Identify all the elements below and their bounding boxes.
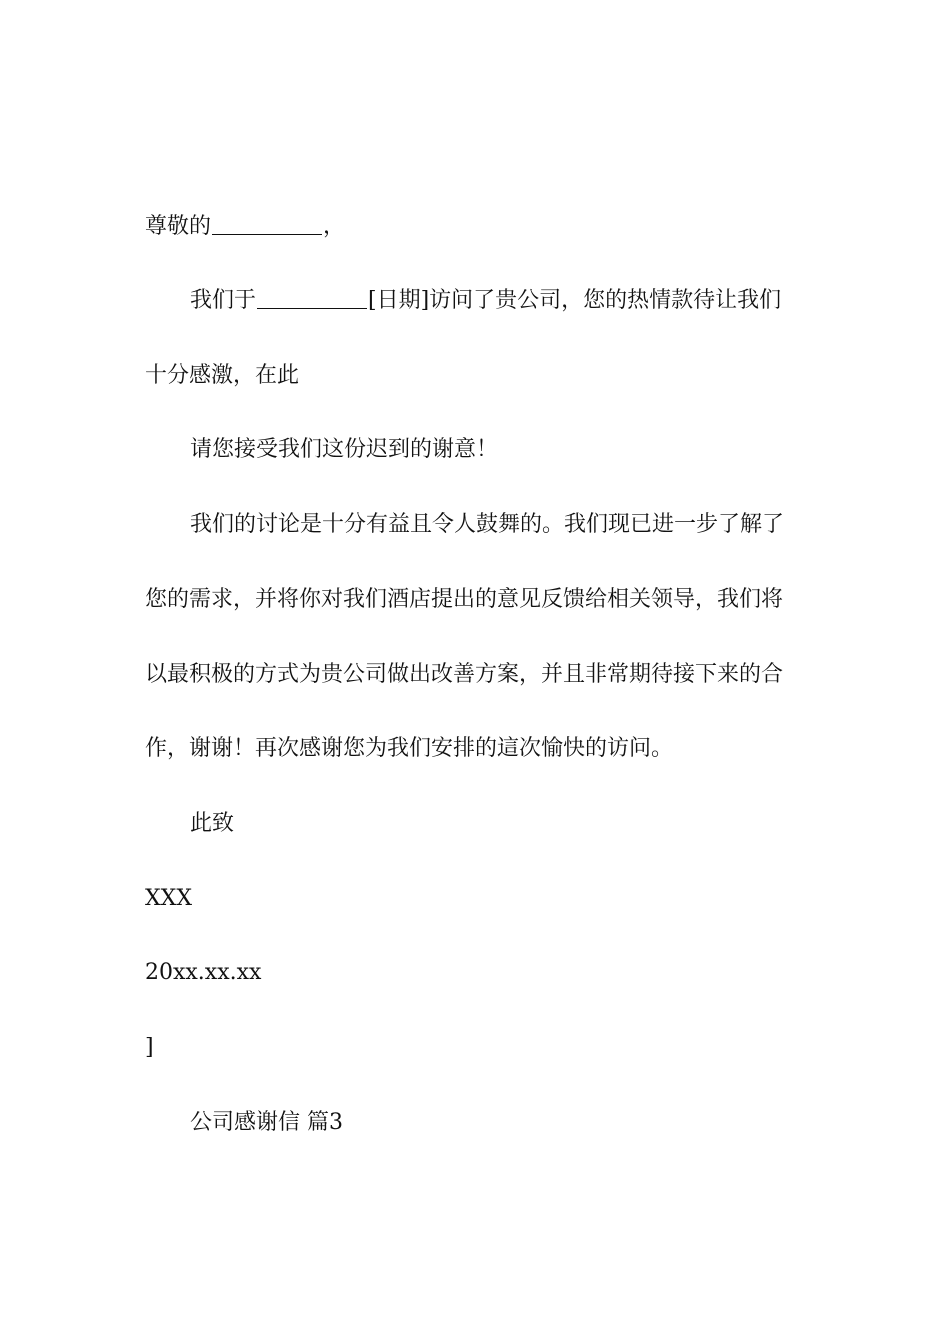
letter-date: 20xx.xx.xx — [145, 960, 262, 985]
next-heading: 公司感谢信 篇3 — [190, 1110, 343, 1135]
paragraph-1-line-2: 十分感激，在此 — [145, 363, 300, 388]
paragraph-2: 请您接受我们这份迟到的谢意！ — [190, 437, 499, 462]
salutation-line — [145, 212, 810, 242]
salutation-suffix: ， — [323, 214, 346, 239]
paragraph-1-line-1 — [190, 286, 810, 316]
recipient-blank — [212, 214, 322, 235]
p1-prefix: 我们于 — [190, 288, 257, 313]
closing: 此致 — [190, 811, 235, 836]
date-blank — [257, 288, 367, 309]
paragraph-3-line-4: 作，谢谢！再次感谢您为我们安排的這次愉快的访问。 — [145, 736, 674, 761]
bracket: ] — [145, 1035, 154, 1060]
p1-rest: [日期]访问了贵公司，您的热情款待让我们 — [368, 288, 782, 313]
salutation-prefix: 尊敬的 — [145, 214, 212, 239]
paragraph-3-line-1: 我们的讨论是十分有益且令人鼓舞的。我们现已进一步了解了 — [190, 512, 785, 537]
paragraph-3-line-2: 您的需求，并将你对我们酒店提出的意见反馈给相关领导，我们将 — [145, 587, 784, 612]
signature: XXX — [145, 886, 192, 911]
paragraph-3-line-3: 以最积极的方式为贵公司做出改善方案，并且非常期待接下来的合 — [145, 662, 784, 687]
